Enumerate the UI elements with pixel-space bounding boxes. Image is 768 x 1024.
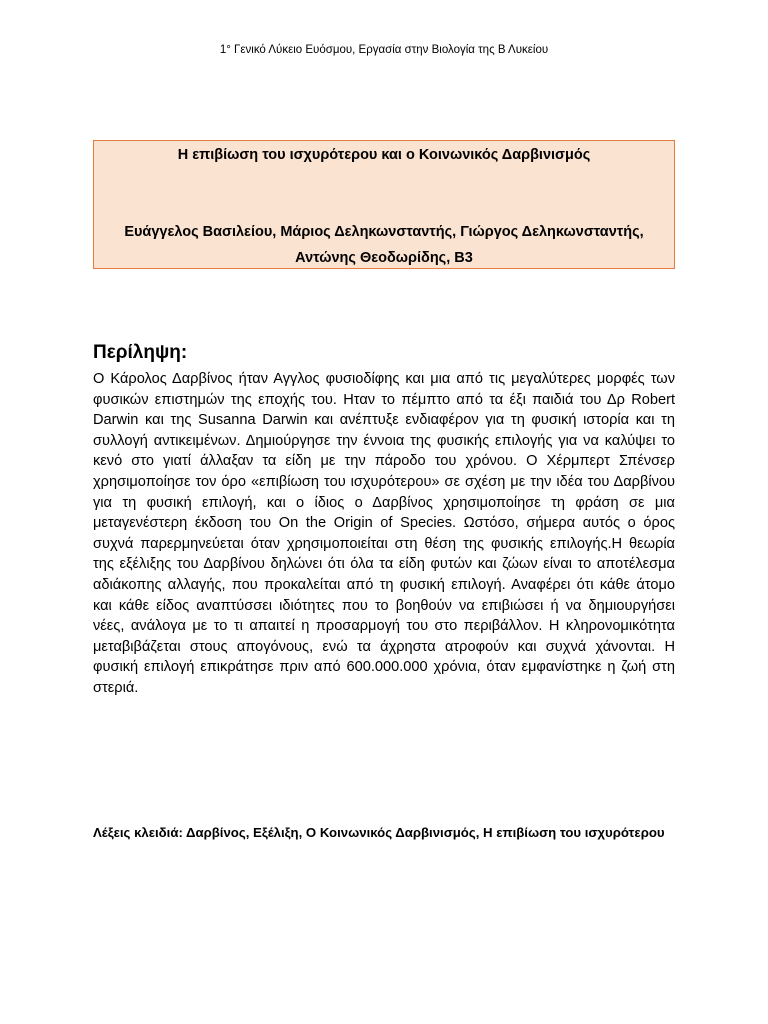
document-title: Η επιβίωση του ισχυρότερου και ο Κοινωνικός Δαρβινισμός: [177, 147, 591, 163]
keywords: Λέξεις κλειδιά: Δαρβίνος, Εξέλιξη, Ο Κοινωνικός Δαρβινισμός, Η επιβίωση του ισχυρότερου: [93, 825, 665, 840]
abstract-heading: Περίληψη:: [93, 342, 188, 363]
abstract-body: Ο Κάρολος Δαρβίνος ήταν Αγγλος φυσιοδίφης και μια από τις μεγαλύτερες μορφές των φυσικών επιστημών της εποχής του. Ηταν το πέμπτο από τα έξι παιδιά του Δρ Robert Darwin και της Susanna Darwin και ανέπτυξε ενδιαφέρον για τη φυσική ιστορία και τη συλλογή αντικειμένων. Δημιούργησε την έννοια της φυσικής επιλογής για να καλύψει το κενό στο γιατί άλλαξαν τα είδη με την πάροδο του χρόνου. Ο Χέρμπερτ Σπένσερ χρησιμοποίησε τον όρο «επιβίωση του ισχυρότερου» σε σχέση με την ιδέα του Δαρβίνου για τη φυσική επιλογή, και ο ίδιος ο Δαρβίνος χρησιμοποίησε τη φράση σε μια μεταγενέστερη έκδοση του On the Origin of Species. Ωστόσο, σήμερα αυτός ο όρος συχνά παρερμηνεύεται όταν χρησιμοποιείται στη θέση της φυσικής επιλογής.Η θεωρία της εξέλιξης του Δαρβίνου δηλώνει ότι όλα τα είδη φυτών και ζώων είναι το αποτέλεσμα αδιάκοπης αλλαγής, που προκαλείται από τη φυσική επιλογή. Αναφέρει ότι κάθε άτομο και κάθε είδος αναπτύσσει ιδιότητες που το βοηθούν να επιβιώσει ή να δημιουργήσει νέες, ανάλογα με το τι απαιτεί η προσαρμογή του στο περιβάλλον. Η κληρονομικότητα μεταβιβάζεται στους απογόνους, ενώ τα άχρηστα ατροφούν και συχνά χάνονται. Η φυσική επιλογή επικράτησε πριν από 600.000.000 χρόνια, όταν εμφανίστηκε η ζωή στη στεριά.: [93, 371, 675, 696]
page-header: 1° Γενικό Λύκειο Ευόσμου, Εργασία στην Βιολογία της Β Λυκείου: [219, 44, 549, 56]
document-authors: Ευάγγελος Βασιλείου, Μάριος Δεληκωνσταντής, Γιώργος Δεληκωνσταντής, Αντώνης Θεοδωρίδης, Β3: [124, 224, 644, 266]
title-box: [93, 140, 675, 269]
